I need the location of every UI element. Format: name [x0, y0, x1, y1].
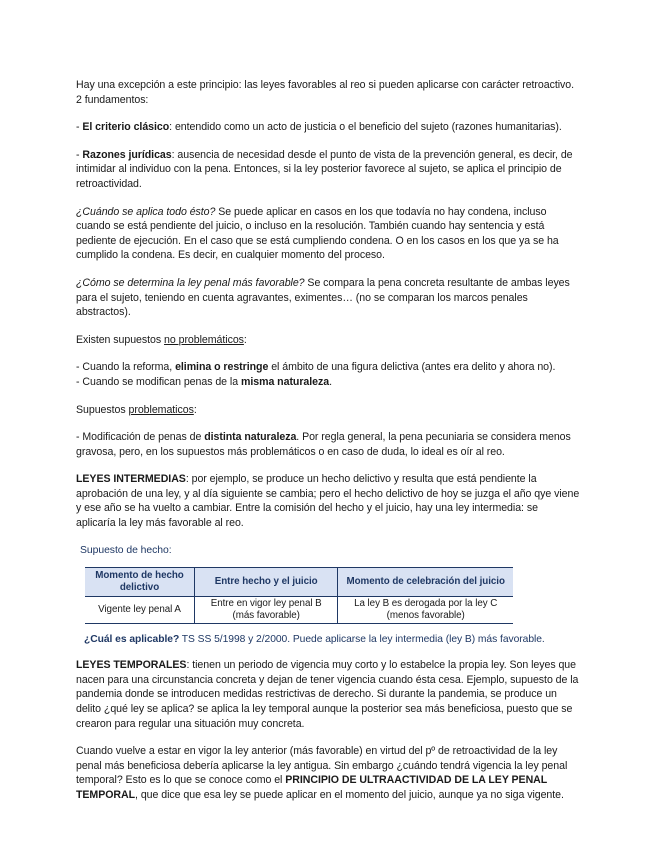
supuesto-table: [85, 567, 513, 624]
table-header-cell: Momento de celebración del juicio: [338, 568, 513, 597]
leyes-intermedias-term: LEYES INTERMEDIAS: [76, 473, 186, 486]
cuando-se-aplica-question: ¿Cuándo se aplica todo ésto?: [76, 205, 216, 218]
no-problematicos-heading: [76, 333, 580, 348]
list-item-2-bold: misma naturaleza: [240, 375, 330, 388]
problematicos-colon: :: [193, 403, 197, 416]
table-cell: La ley B es derogada por la ley C (menos favorable): [338, 597, 513, 624]
criterio-clasico-paragraph: [76, 120, 580, 135]
leyes-temporales-paragraph: [76, 658, 580, 731]
cuando-se-aplica-paragraph: [76, 205, 580, 263]
cuando-se-aplica-text: Se puede aplicar en casos en los que todavía no hay condena, incluso cuando se está pendiente del juicio, o incluso en la resolución. También cuando hay sentencia y está pediente de ejecución. En el caso que se está cumpliendo condena. O en los casos en los que ya se ha cumplido la condena. Es decir, en cualquier momento del proceso.: [76, 205, 559, 262]
table-header-cell: Momento de hecho delictivo: [85, 568, 195, 597]
distinta-naturaleza-term: distinta naturaleza: [204, 431, 297, 444]
ultraactividad-paragraph: [76, 744, 580, 802]
leyes-intermedias-text: : por ejemplo, se produce un hecho delictivo y resulta que está pendiente la aprobación de una ley, y al día siguiente se cambia; pero el hecho delictivo de hoy se juzga el año qye viene y ese año se ha vuelto a cambiar. Entre la comisión del hecho y el juicio, hay una ley intermedia: se aplicaría la ley más favorable al reo.: [76, 473, 580, 530]
como-se-determina-text: Se compara la pena concreta resultante de ambas leyes para el sujeto, teniendo en cuenta agravantes, eximentes… (no se comparan los marcos penales abstractos).: [76, 276, 570, 319]
ultraactividad-post: , que dice que esa ley se puede aplicar en el momento del juicio, aunque ya no siga vigente.: [135, 789, 564, 801]
list-item-1-post: el ámbito de una figura delictiva (antes era delito y ahora no).: [268, 361, 556, 374]
table-header-cell: Entre hecho y el juicio: [195, 568, 338, 597]
cual-es-aplicable-note: [84, 634, 580, 646]
como-se-determina-question: ¿Cómo se determina la ley penal más favorable?: [76, 276, 305, 289]
table-cell: Entre en vigor ley penal B (más favorable): [195, 597, 338, 624]
table-row: [85, 597, 513, 624]
distinta-naturaleza-paragraph: [76, 430, 580, 459]
criterio-clasico-text: : entendido como un acto de justicia o el beneficio del sujeto (razones humanitarias).: [169, 121, 562, 134]
leyes-temporales-text: : tienen un periodo de vigencia muy corto y lo estabelce la propia ley. Son leyes que nacen para una circunstancia concreta y dejan de tener vigencia cuando ésta cesa. Ejemplo, supuesto de la pandemia donde se introducen medidas restrictivas de derecho. Si durante la pandemia, se produce un delito ¿qué ley se aplica? se aplica la ley temporal aunque la posterior sea más beneficiosa, puesto que se crearon para regular una situación muy concreta.: [76, 659, 579, 730]
problematicos-pre: Supuestos: [76, 403, 129, 416]
supuesto-table-block: [80, 544, 580, 647]
distinta-naturaleza-text: . Por regla general, la pena pecuniaria se considera menos gravosa, pero, en los supuestos más problemáticos o en caso de duda, lo ideal es oír al reo.: [76, 431, 571, 458]
list-item-2-pre: - Cuando se modifican penas de la: [76, 375, 241, 388]
table-title: Supuesto de hecho:: [80, 544, 172, 556]
problematicos-underlined: problematicos: [128, 403, 194, 416]
razones-juridicas-text: : ausencia de necesidad desde el punto de vista de la prevención general, es decir, de intimidar al individuo con la pena. Entonces, si la ley posterior favorece al sujeto, se aplica el principio de retroactividad.: [76, 148, 573, 190]
no-problematicos-pre: Existen supuestos: [76, 333, 165, 346]
leyes-intermedias-paragraph: [76, 472, 580, 530]
no-problematicos-list: [76, 360, 580, 389]
table-header-row: [85, 568, 513, 597]
dash: -: [76, 121, 83, 134]
list-item-1-pre: - Cuando la reforma,: [76, 361, 176, 374]
cual-question: ¿Cuál es aplicable?: [84, 634, 180, 646]
ultraactividad-pre: Cuando vuelve a estar en vigor la ley anterior (más favorable) en virtud del pº de retroactividad de la ley penal más beneficiosa debería aplicarse la ley antigua. Sin embargo ¿cuándo tendrá vigencia la ley penal temporal? Esto es lo que se conoce como el: [76, 745, 568, 787]
list-item-1-bold: elimina o restringe: [175, 361, 269, 374]
table-cell: Vigente ley penal A: [85, 597, 195, 624]
intro-text: Hay una excepción a este principio: las leyes favorables al reo si pueden aplicarse con carácter retroactivo. 2 fundamentos:: [76, 79, 575, 106]
leyes-temporales-term: LEYES TEMPORALES: [76, 659, 187, 672]
document-page: [76, 78, 580, 803]
no-problematicos-colon: :: [243, 333, 247, 346]
distinta-naturaleza-pre: - Modificación de penas de: [76, 431, 205, 444]
list-item-2-post: .: [329, 375, 332, 388]
intro-paragraph: [76, 78, 580, 107]
cual-answer: TS SS 5/1998 y 2/2000. Puede aplicarse la ley intermedia (ley B) más favorable.: [179, 634, 545, 646]
dash: -: [76, 148, 83, 161]
como-se-determina-paragraph: [76, 276, 580, 320]
problematicos-heading: [76, 403, 580, 418]
criterio-clasico-term: El criterio clásico: [82, 121, 170, 134]
razones-juridicas-paragraph: [76, 148, 580, 192]
razones-juridicas-term: Razones jurídicas: [82, 148, 172, 161]
no-problematicos-underlined: no problemáticos: [164, 333, 244, 346]
ultraactividad-principle: PRINCIPIO DE ULTRAACTIVIDAD DE LA LEY PENAL TEMPORAL: [76, 774, 547, 801]
